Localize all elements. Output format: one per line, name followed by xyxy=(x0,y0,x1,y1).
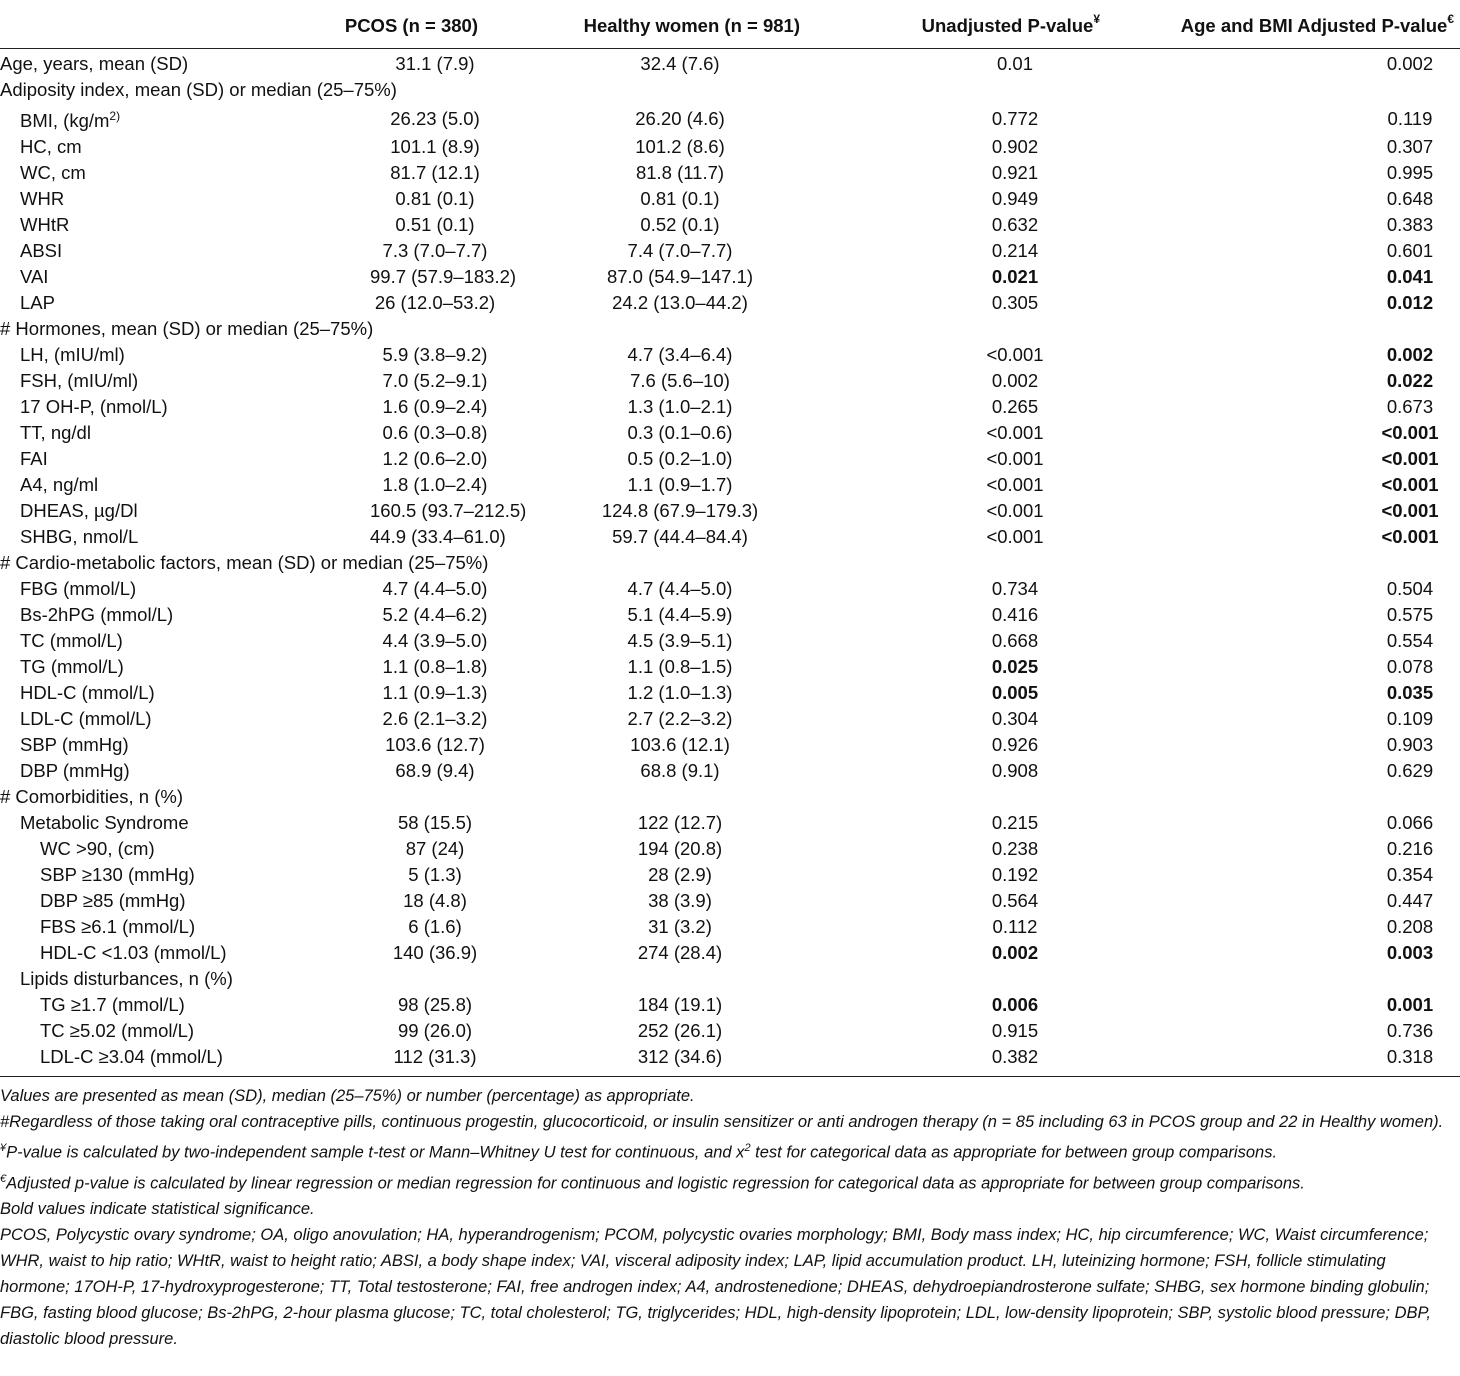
cell-unadjusted-p: 0.214 xyxy=(991,240,1039,262)
table-row xyxy=(0,732,1460,758)
table-row xyxy=(0,1018,1460,1044)
cell-pcos: 99 (26.0) xyxy=(397,1020,473,1042)
cell-unadjusted-p: 0.025 xyxy=(991,656,1039,678)
cell-unadjusted-p: 0.949 xyxy=(991,188,1039,210)
table-row xyxy=(0,1044,1460,1077)
cell-adjusted-p xyxy=(1100,550,1460,576)
cell-pcos: 26 (12.0–53.2) xyxy=(374,292,496,314)
cell-unadjusted-p: <0.001 xyxy=(986,474,1044,496)
cell-unadjusted-p xyxy=(800,77,1100,103)
cell-unadjusted-p: 0.921 xyxy=(991,162,1039,184)
row-label-text: FSH, (mIU/ml) xyxy=(20,370,139,392)
row-label xyxy=(0,160,310,186)
cell-adjusted-p: 0.673 xyxy=(1386,396,1434,418)
header-col-healthy xyxy=(500,4,800,49)
table-row xyxy=(0,103,1460,134)
cell-healthy: 2.7 (2.2–3.2) xyxy=(627,708,733,730)
cell-unadjusted-p: 0.002 xyxy=(991,942,1039,964)
cell-adjusted-p: 0.554 xyxy=(1386,630,1434,652)
table-row xyxy=(0,628,1460,654)
cell-healthy: 274 (28.4) xyxy=(637,942,723,964)
cell-healthy: 103.6 (12.1) xyxy=(630,734,730,756)
cell-adjusted-p: 0.208 xyxy=(1386,916,1434,938)
header-row xyxy=(0,4,1460,49)
row-label xyxy=(0,49,310,78)
cell-unadjusted-p: 0.002 xyxy=(991,370,1039,392)
cell-healthy: 26.20 (4.6) xyxy=(635,107,725,129)
header-adjusted-sup: € xyxy=(1447,12,1454,27)
cell-pcos: 0.51 (0.1) xyxy=(395,214,475,236)
cell-unadjusted-p: 0.926 xyxy=(991,734,1039,756)
row-label xyxy=(0,524,310,550)
row-label-text: WHR xyxy=(20,188,65,210)
cell-healthy: 0.52 (0.1) xyxy=(640,214,720,236)
cell-pcos: 18 (4.8) xyxy=(403,890,467,912)
table-row xyxy=(0,784,1460,810)
cell-unadjusted-p xyxy=(800,784,1100,810)
footnote-unadjusted-text-b: test for categorical data as appropriate for between group comparisons. xyxy=(750,1143,1278,1162)
row-label xyxy=(0,134,310,160)
table-row xyxy=(0,992,1460,1018)
table-row xyxy=(0,368,1460,394)
cell-healthy: 32.4 (7.6) xyxy=(640,53,720,74)
row-label-text: A4, ng/ml xyxy=(20,474,99,496)
row-label-text: SHBG, nmol/L xyxy=(20,526,139,548)
row-label-text: HC, cm xyxy=(20,136,82,158)
cell-adjusted-p: 0.109 xyxy=(1386,708,1434,730)
row-label-text: # Comorbidities, n (%) xyxy=(0,786,184,808)
cell-healthy xyxy=(500,966,800,992)
table-row xyxy=(0,212,1460,238)
footnote-values: Values are presented as mean (SD), median (25–75%) or number (percentage) as appropriate. xyxy=(0,1087,695,1106)
cell-pcos: 6 (1.6) xyxy=(408,916,462,938)
row-label-text: Bs-2hPG (mmol/L) xyxy=(20,604,174,626)
header-col-label xyxy=(0,4,310,49)
table-row xyxy=(0,966,1460,992)
row-label xyxy=(0,810,310,836)
row-label xyxy=(0,394,310,420)
cell-unadjusted-p: 0.416 xyxy=(991,604,1039,626)
row-label xyxy=(0,940,310,966)
footnote-unadjusted-text-a: P-value is calculated by two-independent sample t-test or Mann–Whitney U test for continuous, and x xyxy=(6,1143,745,1162)
row-label-text: Adiposity index, mean (SD) or median (25–75%) xyxy=(0,79,397,100)
footnote-chi-sup: 2 xyxy=(744,1142,751,1155)
cell-unadjusted-p xyxy=(800,966,1100,992)
cell-unadjusted-p: 0.382 xyxy=(800,1044,1100,1077)
row-label xyxy=(0,966,310,992)
table-row xyxy=(0,576,1460,602)
cell-healthy: 59.7 (44.4–84.4) xyxy=(612,526,748,548)
cell-adjusted-p: 0.575 xyxy=(1386,604,1434,626)
cell-unadjusted-p: 0.238 xyxy=(991,838,1039,860)
cell-unadjusted-p: 0.668 xyxy=(991,630,1039,652)
cell-adjusted-p: 0.066 xyxy=(1386,812,1434,834)
cell-unadjusted-p: <0.001 xyxy=(986,500,1044,522)
row-label xyxy=(0,1018,310,1044)
cell-pcos xyxy=(310,784,500,810)
table-row xyxy=(0,238,1460,264)
cell-adjusted-p: 0.903 xyxy=(1386,734,1434,756)
row-label xyxy=(0,732,310,758)
cell-pcos: 1.1 (0.8–1.8) xyxy=(382,656,488,678)
cell-unadjusted-p xyxy=(800,550,1100,576)
cell-pcos: 81.7 (12.1) xyxy=(390,162,480,184)
cell-adjusted-p: <0.001 xyxy=(1381,474,1439,496)
cell-unadjusted-p: 0.632 xyxy=(991,214,1039,236)
cell-healthy: 28 (2.9) xyxy=(648,864,712,886)
cell-adjusted-p: 0.307 xyxy=(1386,136,1434,158)
row-label-text: 17 OH-P, (nmol/L) xyxy=(20,396,168,418)
row-label-text: Lipids disturbances, n (%) xyxy=(20,968,233,990)
cell-healthy: 1.1 (0.8–1.5) xyxy=(627,656,733,678)
header-col-adjusted xyxy=(1100,4,1460,49)
row-label xyxy=(0,342,310,368)
cell-healthy: 7.4 (7.0–7.7) xyxy=(627,240,733,262)
row-label xyxy=(0,212,310,238)
table-row xyxy=(0,342,1460,368)
row-label-text: TC (mmol/L) xyxy=(20,630,123,652)
cell-pcos: 1.1 (0.9–1.3) xyxy=(382,682,488,704)
row-label-sup: 2) xyxy=(109,109,121,123)
table-row xyxy=(0,940,1460,966)
cell-pcos xyxy=(310,966,500,992)
cell-healthy: 0.81 (0.1) xyxy=(640,188,720,210)
cell-pcos: 103.6 (12.7) xyxy=(385,734,485,756)
cell-unadjusted-p: 0.112 xyxy=(992,916,1038,938)
row-label xyxy=(0,550,489,576)
row-label-text: WC >90, (cm) xyxy=(40,838,155,860)
cell-pcos: 4.7 (4.4–5.0) xyxy=(382,578,488,600)
cell-adjusted-p: <0.001 xyxy=(1381,526,1439,548)
row-label xyxy=(0,472,310,498)
cell-healthy: 81.8 (11.7) xyxy=(635,162,725,184)
cell-healthy: 38 (3.9) xyxy=(648,890,712,912)
cell-healthy: 4.5 (3.9–5.1) xyxy=(627,630,733,652)
row-label-text: FAI xyxy=(20,448,48,470)
cell-adjusted-p: 0.041 xyxy=(1386,266,1434,288)
cell-adjusted-p: <0.001 xyxy=(1381,422,1439,444)
cell-healthy: 31 (3.2) xyxy=(648,916,712,938)
table-header xyxy=(0,4,1460,49)
table-row xyxy=(0,524,1460,550)
table-body xyxy=(0,49,1460,1077)
row-label xyxy=(0,1044,310,1077)
row-label-text: WHtR xyxy=(20,214,70,236)
row-label xyxy=(0,992,310,1018)
cell-unadjusted-p: 0.915 xyxy=(991,1020,1039,1042)
cell-unadjusted-p xyxy=(800,316,1100,342)
row-label xyxy=(0,446,310,472)
row-label xyxy=(0,758,310,784)
row-label-text: TG ≥1.7 (mmol/L) xyxy=(40,994,185,1016)
row-label-text: HDL-C (mmol/L) xyxy=(20,682,155,704)
footnote-abbreviations: PCOS, Polycystic ovary syndrome; OA, oligo anovulation; HA, hyperandrogenism; PCOM, polycystic ovaries morphology; BMI, Body mass index; HC, hip circumference; WC, Waist circumference; WHR, waist to hip ratio; WHtR, waist to height ratio; ABSI, a body shape index; VAI, visceral adiposity index; LAP, lipid accumulation product. LH, luteinizing hormone; FSH, follicle stimulating hormone; 17OH-P, 17-hydroxyprogesterone; TT, Total testosterone; FAI, free androgen index; A4, androstenedione; DHEAS, dehydroepiandrosterone sulfate; SHBG, sex hormone binding globulin; FBG, fasting blood glucose; Bs-2hPG, 2-hour plasma glucose; TC, total cholesterol; TG, triglycerides; HDL, high-density lipoprotein; LDL, low-density lipoprotein; SBP, systolic blood pressure; DBP, diastolic blood pressure. xyxy=(0,1226,1431,1349)
cell-adjusted-p: 0.078 xyxy=(1386,656,1434,678)
cell-unadjusted-p: 0.192 xyxy=(991,864,1039,886)
row-label xyxy=(0,264,310,290)
cell-pcos: 101.1 (8.9) xyxy=(390,136,480,158)
row-label-text: TC ≥5.02 (mmol/L) xyxy=(40,1020,195,1042)
cell-pcos: 44.9 (33.4–61.0) xyxy=(370,526,506,548)
row-label xyxy=(0,316,374,342)
cell-pcos: 5.9 (3.8–9.2) xyxy=(382,344,488,366)
cell-pcos: 5 (1.3) xyxy=(408,864,462,886)
cell-healthy xyxy=(500,784,800,810)
cell-unadjusted-p: 0.305 xyxy=(991,292,1039,314)
cell-pcos: 26.23 (5.0) xyxy=(390,107,480,129)
cell-adjusted-p: 0.447 xyxy=(1386,890,1434,912)
row-label xyxy=(0,290,310,316)
cell-adjusted-p: 0.216 xyxy=(1386,838,1434,860)
row-label-text: TT, ng/dl xyxy=(20,422,91,444)
row-label-text: LDL-C (mmol/L) xyxy=(20,708,152,730)
cell-healthy: 0.3 (0.1–0.6) xyxy=(627,422,733,444)
cell-unadjusted-p: 0.902 xyxy=(991,136,1039,158)
row-label xyxy=(0,368,310,394)
row-label xyxy=(0,576,310,602)
table-row xyxy=(0,888,1460,914)
cell-pcos: 4.4 (3.9–5.0) xyxy=(382,630,488,652)
cell-healthy: 87.0 (54.9–147.1) xyxy=(606,266,754,288)
row-label xyxy=(0,498,310,524)
cell-healthy: 194 (20.8) xyxy=(637,838,723,860)
cell-pcos: 160.5 (93.7–212.5) xyxy=(370,500,527,522)
cell-pcos: 87 (24) xyxy=(405,838,465,860)
cell-pcos: 58 (15.5) xyxy=(397,812,473,834)
row-label xyxy=(0,654,310,680)
cell-healthy: 68.8 (9.1) xyxy=(640,760,720,782)
row-label-text: SBP (mmHg) xyxy=(20,734,129,756)
cell-healthy: 184 (19.1) xyxy=(637,994,723,1016)
cell-unadjusted-p: 0.304 xyxy=(991,708,1039,730)
cell-adjusted-p: 0.629 xyxy=(1386,760,1434,782)
cell-pcos: 0.6 (0.3–0.8) xyxy=(382,422,488,444)
cell-healthy: 1.1 (0.9–1.7) xyxy=(627,474,733,496)
table-row xyxy=(0,420,1460,446)
cell-adjusted-p xyxy=(1100,316,1460,342)
cell-healthy: 124.8 (67.9–179.3) xyxy=(601,500,759,522)
cell-unadjusted-p: <0.001 xyxy=(986,526,1044,548)
table-row xyxy=(0,49,1460,78)
table-row xyxy=(0,186,1460,212)
cell-pcos: 99.7 (57.9–183.2) xyxy=(370,266,517,288)
table-row xyxy=(0,134,1460,160)
cell-unadjusted-p: 0.564 xyxy=(991,890,1039,912)
row-label-text: FBG (mmol/L) xyxy=(20,578,137,600)
row-label-text: # Cardio-metabolic factors, mean (SD) or median (25–75%) xyxy=(0,552,489,574)
header-healthy-text: Healthy women (n = 981) xyxy=(583,15,800,36)
row-label xyxy=(0,420,310,446)
cell-pcos: 5.2 (4.4–6.2) xyxy=(382,604,488,626)
cell-healthy xyxy=(500,550,800,576)
row-label-text: HDL-C <1.03 (mmol/L) xyxy=(40,942,227,964)
cell-pcos: 31.1 (7.9) xyxy=(395,53,475,74)
table-row xyxy=(0,706,1460,732)
footnote-unadjusted xyxy=(0,1135,1460,1166)
row-label-text: Metabolic Syndrome xyxy=(20,812,189,834)
row-label-text: TG (mmol/L) xyxy=(20,656,124,678)
cell-pcos: 98 (25.8) xyxy=(397,994,473,1016)
row-label-text: BMI, (kg/m xyxy=(20,110,110,132)
cell-adjusted-p: 0.504 xyxy=(1386,578,1434,600)
cell-adjusted-p: 0.601 xyxy=(1386,240,1434,262)
cell-unadjusted-p: 0.734 xyxy=(991,578,1039,600)
row-label xyxy=(0,914,310,940)
cell-adjusted-p: 0.354 xyxy=(1386,864,1434,886)
cell-healthy: 252 (26.1) xyxy=(637,1020,723,1042)
cell-pcos: 1.6 (0.9–2.4) xyxy=(382,396,488,418)
row-label xyxy=(0,186,310,212)
header-pcos-text: PCOS (n = 380) xyxy=(344,15,478,36)
table-row xyxy=(0,446,1460,472)
cell-pcos: 1.2 (0.6–2.0) xyxy=(382,448,488,470)
cell-healthy: 122 (12.7) xyxy=(637,812,723,834)
header-unadjusted-text: Unadjusted P-value xyxy=(921,15,1094,37)
table-row xyxy=(0,680,1460,706)
table-row xyxy=(0,862,1460,888)
table-row xyxy=(0,810,1460,836)
cell-healthy: 4.7 (3.4–6.4) xyxy=(627,344,733,366)
table-row xyxy=(0,498,1460,524)
cell-adjusted-p: <0.001 xyxy=(1381,448,1439,470)
cell-adjusted-p: 0.648 xyxy=(1386,188,1434,210)
cell-pcos: 2.6 (2.1–3.2) xyxy=(382,708,488,730)
cell-adjusted-p: 0.383 xyxy=(1386,214,1434,236)
row-label-text: DBP ≥85 (mmHg) xyxy=(40,890,186,912)
footnote-adjusted-sup: € xyxy=(0,1172,7,1185)
row-label xyxy=(0,836,310,862)
cell-healthy: 24.2 (13.0–44.2) xyxy=(612,292,748,314)
cell-healthy xyxy=(500,77,800,103)
cell-adjusted-p xyxy=(1100,966,1460,992)
cell-pcos: 7.3 (7.0–7.7) xyxy=(382,240,488,262)
cell-pcos: 1.8 (1.0–2.4) xyxy=(382,474,488,496)
row-label-text: SBP ≥130 (mmHg) xyxy=(40,864,195,886)
cell-healthy: 101.2 (8.6) xyxy=(635,136,725,158)
cell-adjusted-p: 0.012 xyxy=(1386,292,1434,314)
cell-healthy xyxy=(500,316,800,342)
cell-adjusted-p: 0.035 xyxy=(1386,682,1434,704)
cell-healthy: 1.2 (1.0–1.3) xyxy=(627,682,733,704)
row-label-text: # Hormones, mean (SD) or median (25–75%) xyxy=(0,318,374,340)
footnote-adjusted-text: Adjusted p-value is calculated by linear regression or median regression for continuous and logistic regression for categorical data as appropriate for between group comparisons. xyxy=(6,1174,1305,1193)
row-label-text: LH, (mIU/ml) xyxy=(20,344,125,366)
row-label-text: WC, cm xyxy=(20,162,86,184)
table-row xyxy=(0,836,1460,862)
footnote-regardless: #Regardless of those taking oral contraceptive pills, continuous progestin, glucocorticoid, or insulin sensitizer or anti androgen therapy (n = 85 including 63 in PCOS group and 22 in Healthy women). xyxy=(0,1113,1444,1132)
row-label xyxy=(0,238,310,264)
table-row xyxy=(0,316,1460,342)
header-col-pcos xyxy=(310,4,500,49)
row-label xyxy=(0,628,310,654)
row-label xyxy=(0,888,310,914)
cell-unadjusted-p: 0.908 xyxy=(991,760,1039,782)
table-row xyxy=(0,77,1460,103)
cell-pcos: 0.81 (0.1) xyxy=(395,188,475,210)
cell-unadjusted-p: 0.006 xyxy=(991,994,1039,1016)
table-row xyxy=(0,160,1460,186)
table-row xyxy=(0,654,1460,680)
cell-adjusted-p: 0.995 xyxy=(1386,162,1434,184)
cell-unadjusted-p: 0.01 xyxy=(996,53,1033,74)
cell-adjusted-p: 0.003 xyxy=(1386,942,1434,964)
table-row xyxy=(0,394,1460,420)
cell-unadjusted-p: 0.772 xyxy=(991,107,1039,129)
table-row xyxy=(0,914,1460,940)
row-label xyxy=(0,77,397,103)
table-row xyxy=(0,758,1460,784)
cell-adjusted-p: 0.002 xyxy=(1386,53,1434,74)
row-label xyxy=(0,862,310,888)
cell-adjusted-p: <0.001 xyxy=(1381,500,1439,522)
row-label-text: DHEAS, µg/Dl xyxy=(20,500,138,522)
row-label-text: LDL-C ≥3.04 (mmol/L) xyxy=(40,1046,223,1068)
cell-pcos: 68.9 (9.4) xyxy=(395,760,475,782)
table-row xyxy=(0,550,1460,576)
cell-healthy: 7.6 (5.6–10) xyxy=(630,370,730,392)
table-row xyxy=(0,472,1460,498)
cell-adjusted-p: 0.001 xyxy=(1386,994,1434,1016)
results-table xyxy=(0,4,1460,1077)
row-label-text: VAI xyxy=(20,266,49,288)
row-label-text: Age, years, mean (SD) xyxy=(0,53,189,74)
footnote-adjusted xyxy=(0,1166,1460,1197)
row-label-text: ABSI xyxy=(20,240,63,262)
table-row xyxy=(0,290,1460,316)
cell-adjusted-p xyxy=(1100,77,1460,103)
cell-adjusted-p: 0.318 xyxy=(1100,1044,1460,1077)
row-label xyxy=(0,680,310,706)
cell-healthy: 4.7 (4.4–5.0) xyxy=(627,578,733,600)
cell-pcos: 140 (36.9) xyxy=(392,942,478,964)
cell-unadjusted-p: 0.021 xyxy=(991,266,1039,288)
cell-healthy: 312 (34.6) xyxy=(500,1044,800,1077)
cell-pcos: 7.0 (5.2–9.1) xyxy=(382,370,488,392)
cell-adjusted-p: 0.736 xyxy=(1386,1020,1434,1042)
cell-healthy: 5.1 (4.4–5.9) xyxy=(627,604,733,626)
row-label xyxy=(0,706,310,732)
cell-unadjusted-p: <0.001 xyxy=(986,422,1044,444)
footnote-bold: Bold values indicate statistical significance. xyxy=(0,1200,315,1219)
cell-adjusted-p: 0.002 xyxy=(1386,344,1434,366)
cell-unadjusted-p: <0.001 xyxy=(986,448,1044,470)
cell-healthy: 1.3 (1.0–2.1) xyxy=(627,396,733,418)
footnote-unadjusted-sup: ¥ xyxy=(0,1142,7,1155)
header-col-unadjusted xyxy=(800,4,1100,49)
table-row xyxy=(0,264,1460,290)
header-adjusted-text: Age and BMI Adjusted P-value xyxy=(1180,15,1448,37)
row-label xyxy=(0,602,310,628)
row-label xyxy=(0,103,310,134)
header-unadjusted-sup: ¥ xyxy=(1093,12,1100,27)
row-label-text: FBS ≥6.1 (mmol/L) xyxy=(40,916,196,938)
table-row xyxy=(0,602,1460,628)
cell-pcos: 112 (31.3) xyxy=(310,1044,500,1077)
table-footnotes xyxy=(0,1077,1460,1352)
cell-adjusted-p: 0.119 xyxy=(1387,107,1433,129)
cell-unadjusted-p: 0.005 xyxy=(991,682,1039,704)
row-label-text: DBP (mmHg) xyxy=(20,760,130,782)
cell-unadjusted-p: <0.001 xyxy=(986,344,1044,366)
row-label xyxy=(0,784,310,810)
cell-adjusted-p xyxy=(1100,784,1460,810)
cell-adjusted-p: 0.022 xyxy=(1386,370,1434,392)
cell-healthy: 0.5 (0.2–1.0) xyxy=(627,448,733,470)
cell-unadjusted-p: 0.215 xyxy=(991,812,1039,834)
row-label-text: LAP xyxy=(20,292,55,314)
cell-unadjusted-p: 0.265 xyxy=(991,396,1039,418)
